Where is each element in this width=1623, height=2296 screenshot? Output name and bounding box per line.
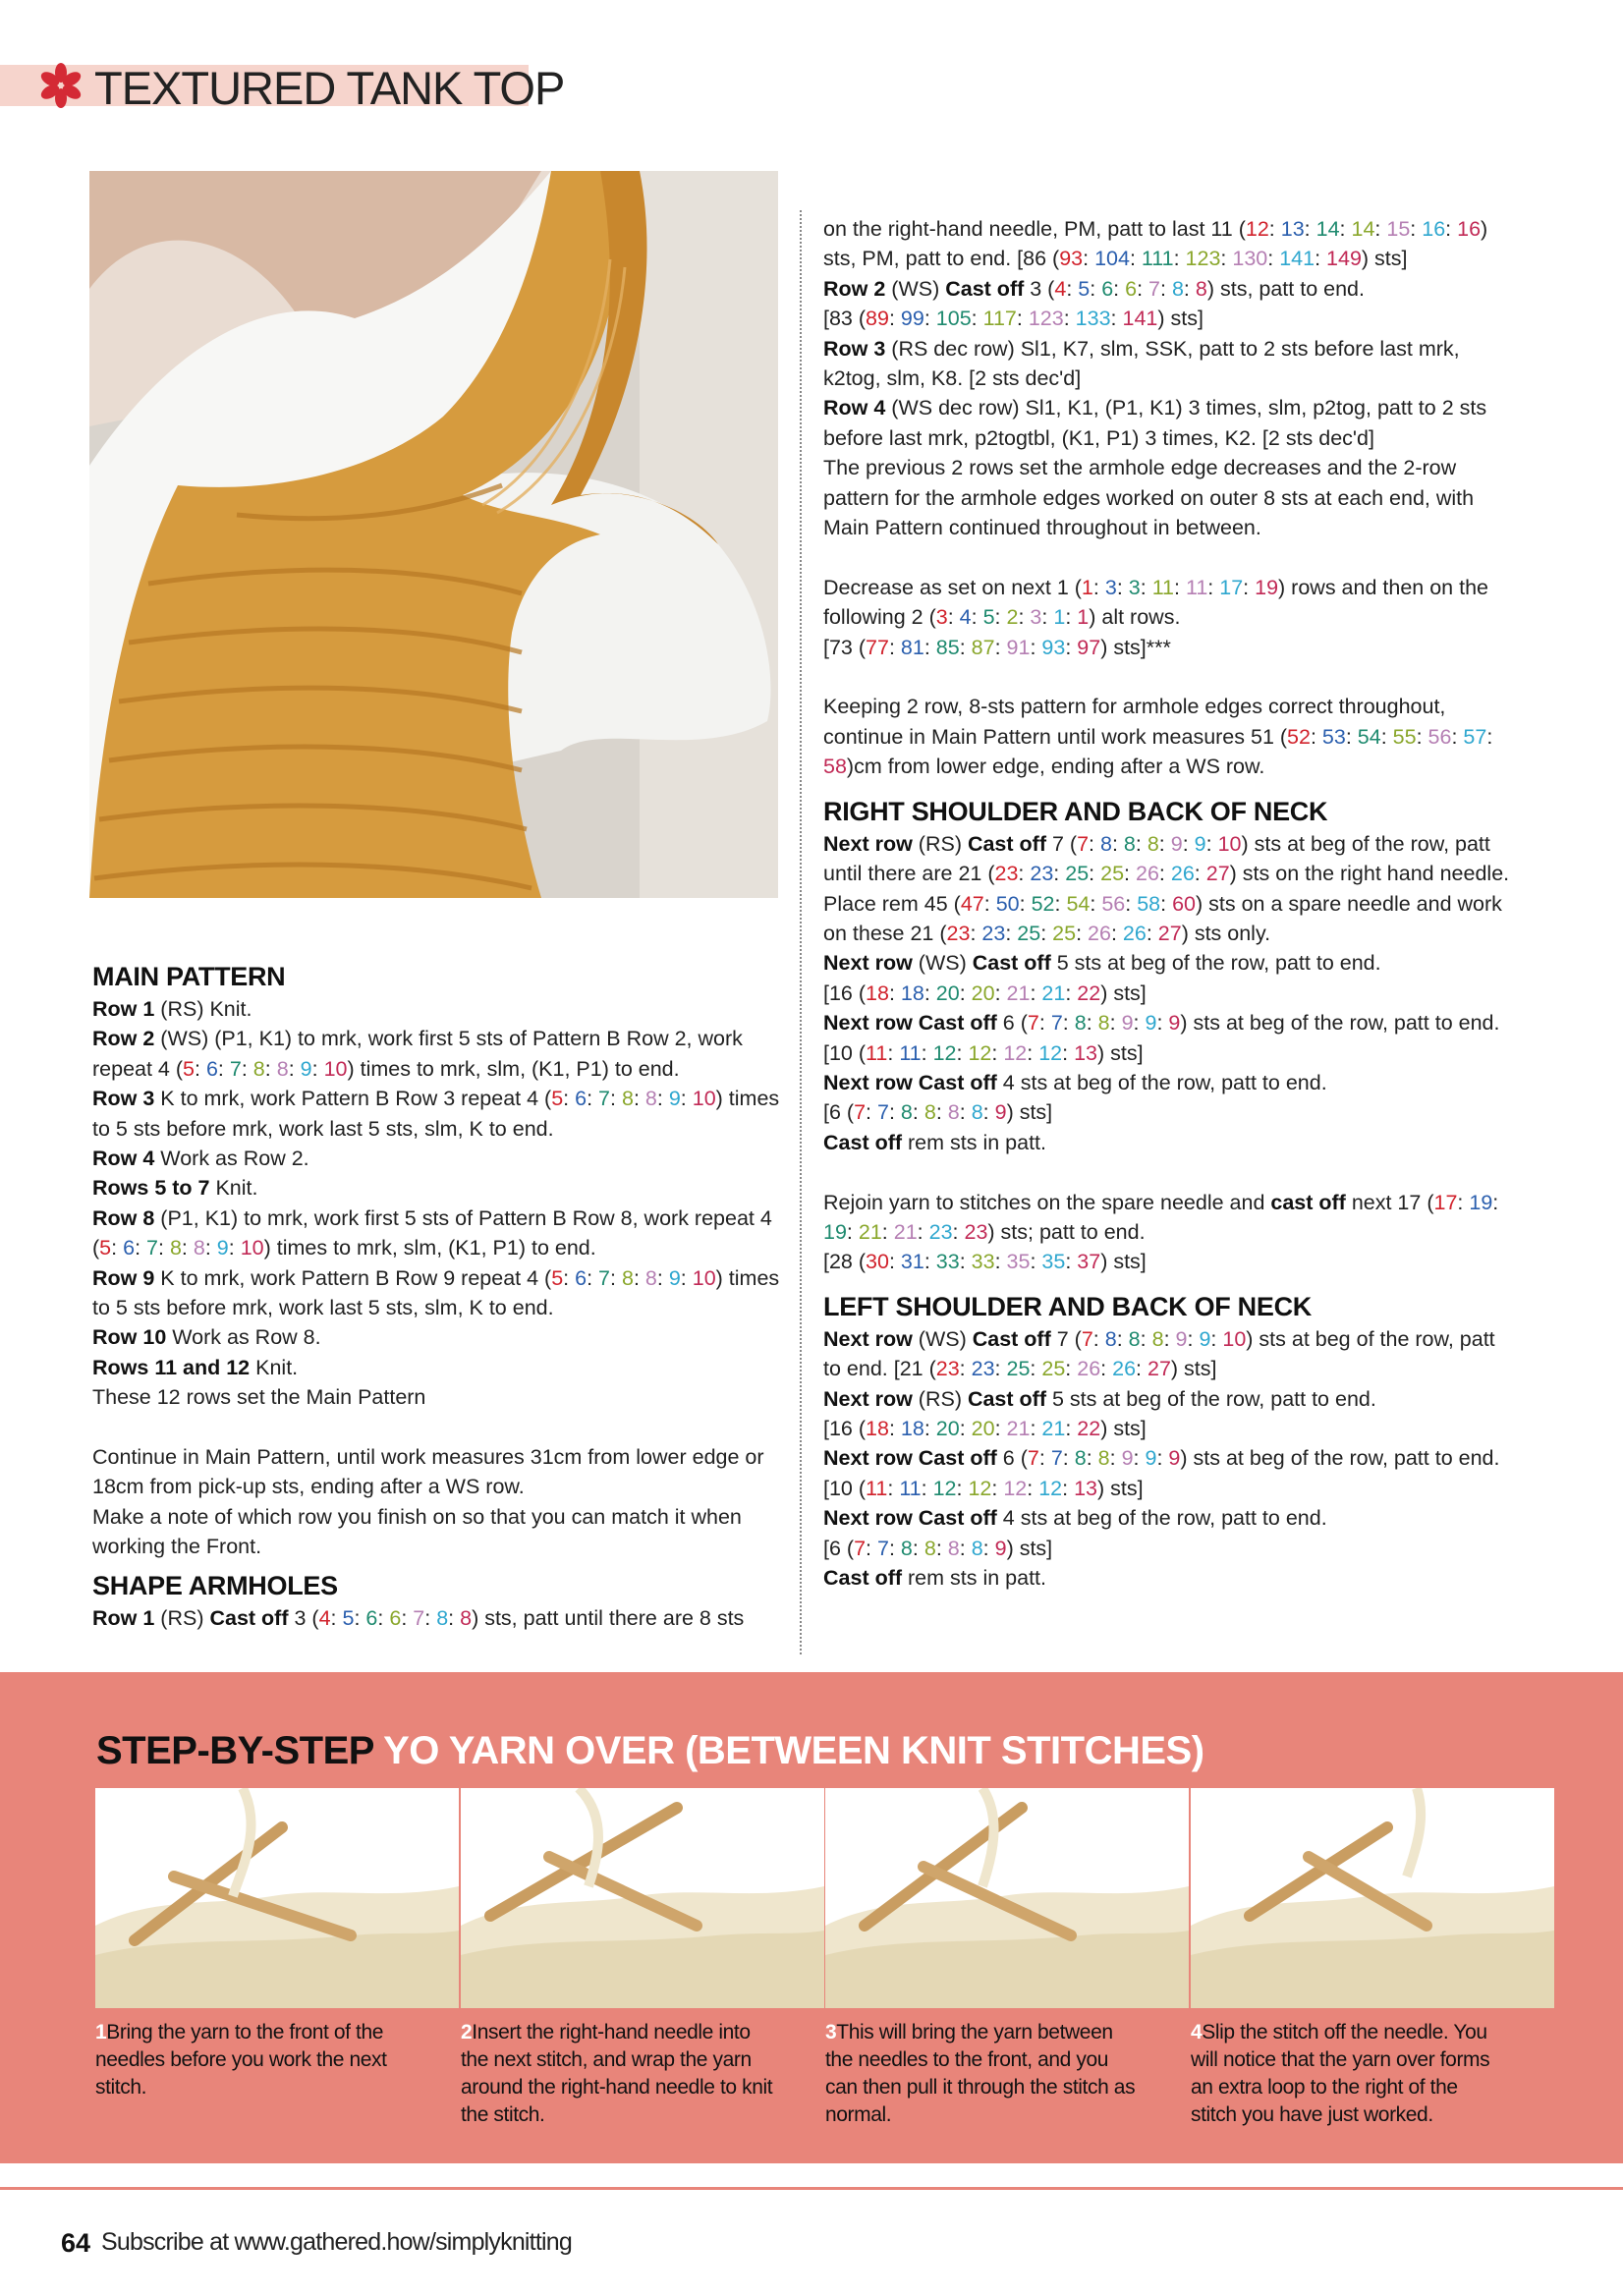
left-shoulder-row-5: Cast off rem sts in patt. <box>823 1566 1046 1591</box>
step-4-photo <box>1191 1788 1554 2008</box>
right-shoulder-row-2: Next row (WS) Cast off 5 sts at beg of the row, patt to end. <box>823 951 1381 976</box>
right-shoulder-row-3: Next row Cast off 6 (7: 7: 8: 8: 9: 9: 9) sts at beg of the row, patt to end. [10 (11: 11: 12: 12: 12: 12: 13) sts] <box>823 1011 1500 1065</box>
right-shoulder-row-1: Next row (RS) Cast off 7 (7: 8: 8: 8: 9: 9: 10) sts at beg of the row, patt until there are 21 (23: 23: 25: 25: 26: 26: 27) sts on the right hand needle. Place rem 45 (47: 50: 52: 54: 56: 58: 60) sts on a spare needle and work on these 21 (23: 23: 25: 25: 26: 26: 27) sts only. <box>823 831 1510 945</box>
main-pattern-heading: MAIN PATTERN <box>92 962 286 991</box>
main-pattern-row: These 12 rows set the Main Pattern <box>92 1385 426 1410</box>
armhole-continuation: on the right-hand needle, PM, patt to last 11 (12: 13: 14: 14: 15: 16: 16) sts, PM, patt to end. [86 (93: 104: 111: 123: 130: 141: 149) sts] <box>823 217 1488 271</box>
armhole-row-4: Row 4 (WS dec row) Sl1, K1, (P1, K1) 3 times, slm, p2tog, patt to 2 sts before last mrk, p2togtbl, (K1, P1) 3 times, K2. [2 sts dec'd] <box>823 396 1487 450</box>
step-4-caption: 4Slip the stitch off the needle. You will notice that the yarn over forms an extra loop to the right of the stitch you have just worked. <box>1191 2021 1490 2126</box>
right-shoulder-row-4-count: [6 (7: 7: 8: 8: 8: 8: 9) sts] <box>823 1100 1053 1125</box>
page-number: 64 <box>61 2228 91 2258</box>
left-shoulder-row-2: Next row (RS) Cast off 5 sts at beg of the row, patt to end. <box>823 1386 1376 1411</box>
left-shoulder-row-4-count: [6 (7: 7: 8: 8: 8: 8: 9) sts] <box>823 1536 1053 1560</box>
column-divider <box>800 210 802 1654</box>
page-title: TEXTURED TANK TOP <box>94 62 565 114</box>
main-pattern-row: Row 8 (P1, K1) to mrk, work first 5 sts of Pattern B Row 8, work repeat 4 (5: 6: 7: 8: 8: 9: 10) times to mrk, slm, (K1, P1) to end. <box>92 1205 772 1260</box>
step-3-caption: 3This will bring the yarn between the needles to the front, and you can then pull it through the stitch as normal. <box>825 2021 1136 2126</box>
rejoin-paragraph: Rejoin yarn to stitches on the spare needle and cast off next 17 (17: 19: 19: 21: 21: 23: 23) sts; patt to end. <box>823 1190 1499 1244</box>
step-1-photo <box>95 1788 459 2008</box>
note-paragraph: Make a note of which row you finish on so that you can match it when working the Front. <box>92 1504 742 1559</box>
left-shoulder-heading: LEFT SHOULDER AND BACK OF NECK <box>823 1291 1312 1321</box>
asterisk-icon <box>39 61 83 110</box>
decrease-count: [73 (77: 81: 85: 87: 91: 93: 97) sts]*** <box>823 635 1171 659</box>
tank-top-photo <box>89 171 778 898</box>
left-shoulder-row-2-count: [16 (18: 18: 20: 20: 21: 21: 22) sts] <box>823 1416 1147 1440</box>
footer-subscribe-link[interactable]: Subscribe at www.gathered.how/simplyknitting <box>101 2228 572 2256</box>
main-pattern-row: Row 1 (RS) Knit. <box>92 997 252 1021</box>
shape-armholes-heading: SHAPE ARMHOLES <box>92 1570 338 1600</box>
main-pattern-rows <box>92 994 780 1413</box>
armhole-row-3: Row 3 (RS dec row) Sl1, K7, slm, SSK, patt to 2 sts before last mrk, k2tog, slm, K8. [2 sts dec'd] <box>823 336 1460 391</box>
right-shoulder-row-5: Cast off rem sts in patt. <box>823 1130 1046 1154</box>
right-column <box>823 214 1511 1593</box>
main-pattern-row: Rows 5 to 7 Knit. <box>92 1176 258 1201</box>
main-pattern-row: Row 10 Work as Row 8. <box>92 1325 321 1350</box>
previous-rows-paragraph: The previous 2 rows set the armhole edge decreases and the 2-row pattern for the armhole edges worked on outer 8 sts at each end, with Main Pattern continued throughout in between. <box>823 456 1475 540</box>
step-1-caption: 1Bring the yarn to the front of the needles before you work the next stitch. <box>95 2021 387 2099</box>
step-3-photo <box>825 1788 1189 2008</box>
step-by-step-title: STEP-BY-STEP YO YARN OVER (BETWEEN KNIT STITCHES) <box>96 1729 1204 1772</box>
decrease-paragraph: Decrease as set on next 1 (1: 3: 3: 11: 11: 17: 19) rows and then on the following 2 (3: 4: 5: 2: 3: 1: 1) alt rows. <box>823 575 1488 630</box>
main-pattern-row: Row 2 (WS) (P1, K1) to mrk, work first 5 sts of Pattern B Row 2, work repeat 4 (5: 6: 7: 8: 8: 9: 10) times to mrk, slm, (K1, P1) to end. <box>92 1027 743 1081</box>
armhole-row-2-count: [83 (89: 99: 105: 117: 123: 133: 141) sts] <box>823 307 1203 331</box>
step-2-caption: 2Insert the right-hand needle into the next stitch, and wrap the yarn around the right-hand needle to knit the stitch. <box>461 2021 773 2126</box>
left-shoulder-row-3: Next row Cast off 6 (7: 7: 8: 8: 9: 9: 9) sts at beg of the row, patt to end. [10 (11: 11: 12: 12: 12: 12: 13) sts] <box>823 1446 1500 1500</box>
step-2-photo <box>461 1788 824 2008</box>
keeping-paragraph: Keeping 2 row, 8-sts pattern for armhole edges correct throughout, continue in Main Pattern until work measures 51 (52: 53: 54: 55: 56: 57: 58)cm from lower edge, ending after a WS row. <box>823 695 1493 779</box>
footer-rule <box>0 2187 1623 2190</box>
right-shoulder-heading: RIGHT SHOULDER AND BACK OF NECK <box>823 796 1328 826</box>
rejoin-count: [28 (30: 31: 33: 33: 35: 35: 37) sts] <box>823 1250 1147 1274</box>
main-pattern-row: Row 3 K to mrk, work Pattern B Row 3 repeat 4 (5: 6: 7: 8: 8: 9: 10) times to 5 sts before mrk, work last 5 sts, slm, K to end. <box>92 1087 780 1141</box>
left-shoulder-row-4: Next row Cast off 4 sts at beg of the row, patt to end. <box>823 1506 1327 1531</box>
main-pattern-row: Row 4 Work as Row 2. <box>92 1147 309 1171</box>
main-pattern-row: Row 9 K to mrk, work Pattern B Row 9 repeat 4 (5: 6: 7: 8: 8: 9: 10) times to 5 sts before mrk, work last 5 sts, slm, K to end. <box>92 1265 780 1320</box>
left-column <box>92 959 780 1633</box>
left-shoulder-row-1: Next row (WS) Cast off 7 (7: 8: 8: 8: 9: 9: 10) sts at beg of the row, patt to end. [21 (23: 23: 25: 25: 26: 26: 27) sts] <box>823 1326 1495 1381</box>
main-pattern-row: Rows 11 and 12 Knit. <box>92 1355 299 1379</box>
armhole-row-2: Row 2 (WS) Cast off 3 (4: 5: 6: 6: 7: 8: 8) sts, patt to end. <box>823 276 1365 301</box>
right-shoulder-row-2-count: [16 (18: 18: 20: 20: 21: 21: 22) sts] <box>823 980 1147 1005</box>
shape-row-1: Row 1 (RS) Cast off 3 (4: 5: 6: 6: 7: 8: 8) sts, patt until there are 8 sts <box>92 1605 745 1630</box>
right-shoulder-row-4: Next row Cast off 4 sts at beg of the row, patt to end. <box>823 1070 1327 1094</box>
continue-paragraph: Continue in Main Pattern, until work measures 31cm from lower edge or 18cm from pick-up sts, ending after a WS row. <box>92 1445 764 1499</box>
